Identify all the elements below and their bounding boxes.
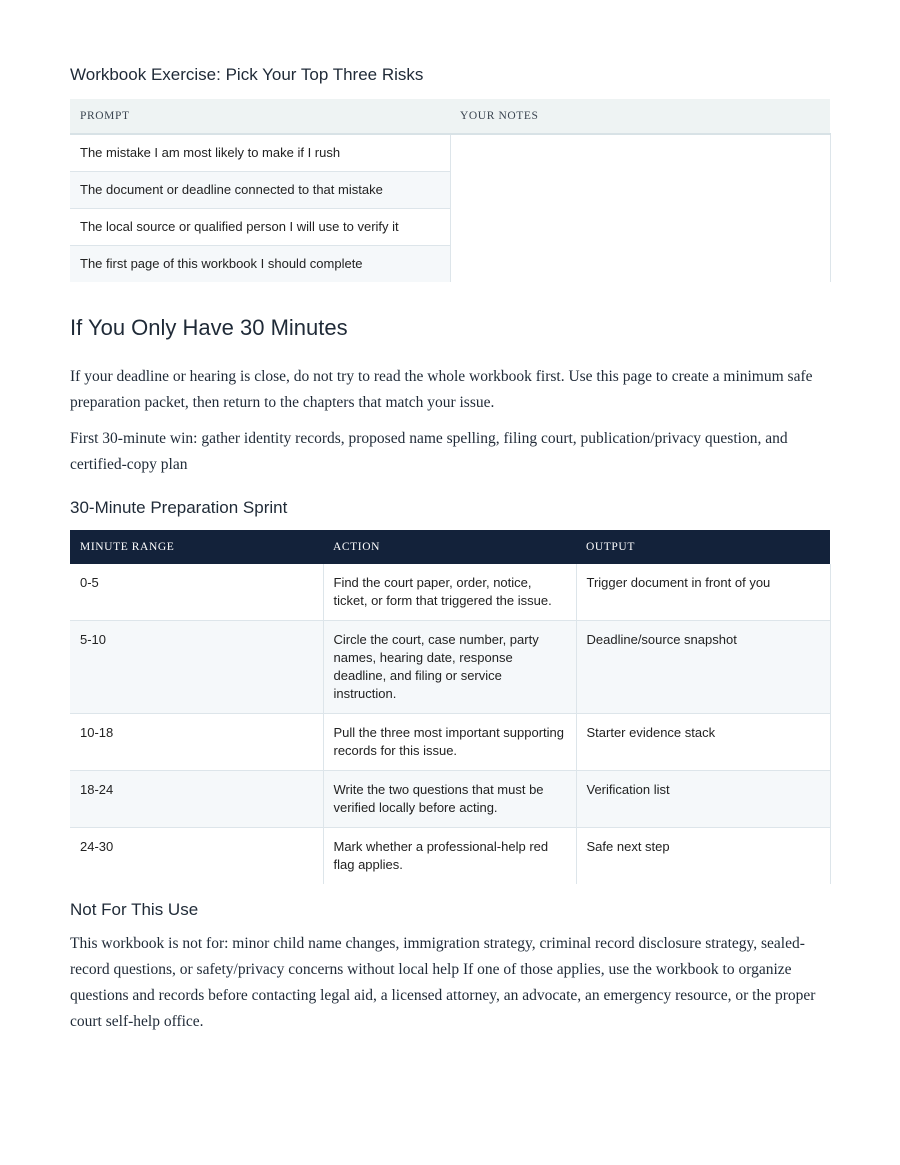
minute-range-cell: 24-30: [70, 828, 323, 885]
output-cell: Verification list: [576, 771, 830, 828]
output-cell: Safe next step: [576, 828, 830, 885]
not-for-this-use-body: This workbook is not for: minor child name changes, immigration strategy, criminal record disclosure strategy, sealed-record questions, or safety/privacy concerns without local help If one of those applies, use the workbook to organize questions and records before contacting legal aid, a licensed attorney, an advocate, an emergency resource, or the proper court self-help office.: [70, 935, 816, 1030]
action-cell: Pull the three most important supporting records for this issue.: [323, 714, 576, 771]
notes-cell[interactable]: [450, 134, 830, 282]
column-header-your-notes: YOUR NOTES: [450, 99, 830, 134]
thirty-minutes-heading: If You Only Have 30 Minutes: [70, 315, 348, 340]
column-header-prompt: PROMPT: [70, 99, 450, 134]
table-row: [70, 714, 830, 771]
not-for-this-use-heading: Not For This Use: [70, 900, 199, 919]
first-win-paragraph: First 30-minute win: gather identity records, proposed name spelling, filing court, publication/privacy question, and certified-copy plan: [70, 430, 788, 473]
table-row: [70, 771, 830, 828]
prompt-cell: The local source or qualified person I will use to verify it: [70, 208, 450, 245]
sprint-table: [70, 530, 831, 884]
column-header-minute-range: MINUTE RANGE: [70, 530, 323, 564]
minute-range-cell: 0-5: [70, 564, 323, 621]
action-cell: Write the two questions that must be verified locally before acting.: [323, 771, 576, 828]
sprint-title: 30-Minute Preparation Sprint: [70, 498, 288, 517]
column-header-output: OUTPUT: [576, 530, 830, 564]
action-cell: Mark whether a professional-help red flag applies.: [323, 828, 576, 885]
minute-range-cell: 18-24: [70, 771, 323, 828]
workbook-exercise-title: Workbook Exercise: Pick Your Top Three Risks: [70, 65, 424, 84]
thirty-minutes-intro: If your deadline or hearing is close, do not try to read the whole workbook first. Use this page to create a minimum safe preparation packet, then return to the chapters that match your issue.: [70, 368, 813, 411]
table-row: [70, 828, 830, 885]
table-row: [70, 134, 830, 171]
workbook-table-header: [70, 99, 830, 134]
prompt-cell: The document or deadline connected to that mistake: [70, 171, 450, 208]
sprint-table-header: [70, 530, 830, 564]
output-cell: Starter evidence stack: [576, 714, 830, 771]
column-header-action: ACTION: [323, 530, 576, 564]
table-row: [70, 564, 830, 621]
output-cell: Deadline/source snapshot: [576, 621, 830, 714]
workbook-table: [70, 99, 831, 282]
prompt-cell: The mistake I am most likely to make if I rush: [70, 134, 450, 171]
output-cell: Trigger document in front of you: [576, 564, 830, 621]
prompt-cell: The first page of this workbook I should complete: [70, 245, 450, 282]
action-cell: Find the court paper, order, notice, ticket, or form that triggered the issue.: [323, 564, 576, 621]
action-cell: Circle the court, case number, party names, hearing date, response deadline, and filing or service instruction.: [323, 621, 576, 714]
table-row: [70, 621, 830, 714]
minute-range-cell: 5-10: [70, 621, 323, 714]
minute-range-cell: 10-18: [70, 714, 323, 771]
